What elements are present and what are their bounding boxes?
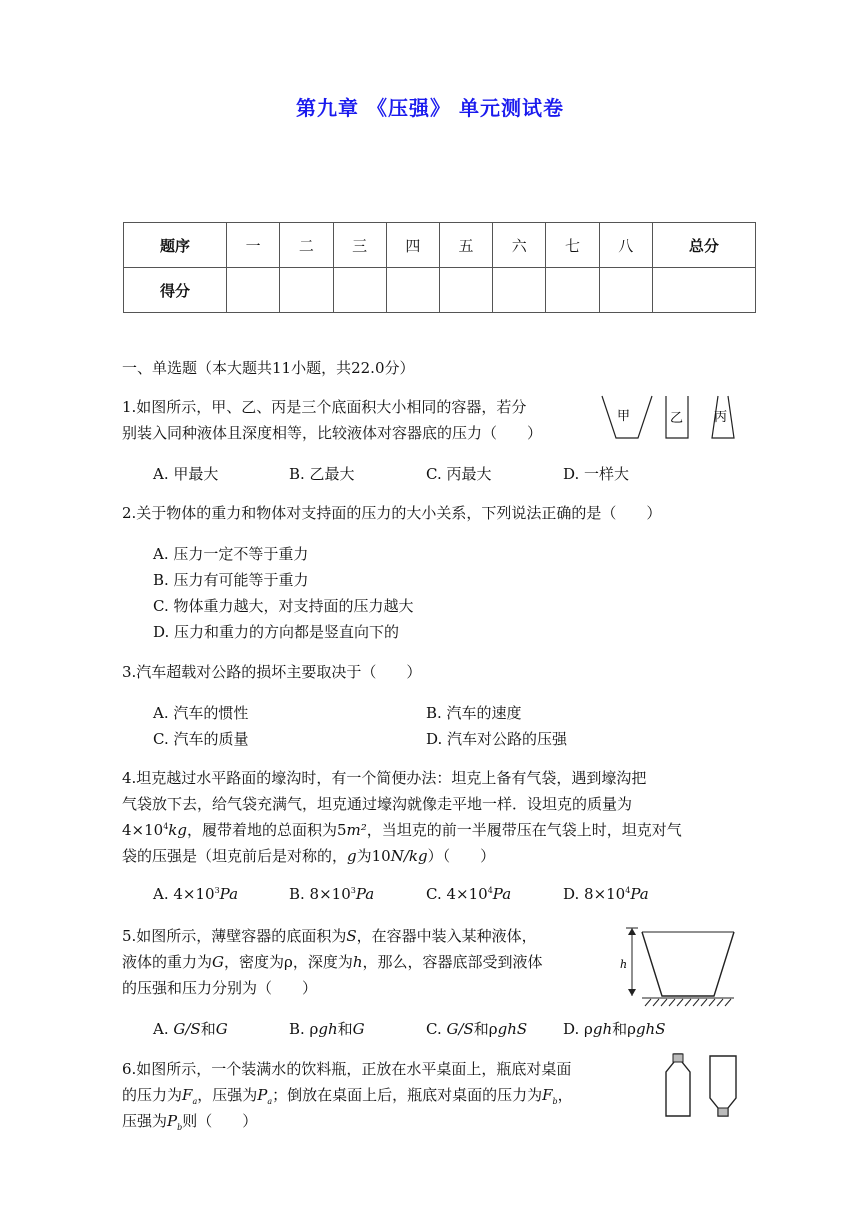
q5-option-a[interactable]: A. G/S和G bbox=[153, 1020, 228, 1038]
inverted-bottle bbox=[710, 1056, 736, 1116]
header-cell: 五 bbox=[439, 223, 492, 268]
score-cell[interactable] bbox=[652, 268, 755, 313]
score-cell[interactable] bbox=[333, 268, 386, 313]
q1-label-jia: 甲 bbox=[617, 409, 631, 424]
score-cell[interactable] bbox=[493, 268, 546, 313]
score-cell[interactable] bbox=[599, 268, 652, 313]
q5-option-b[interactable]: B. ρgh和G bbox=[289, 1020, 365, 1038]
q3-option-b[interactable]: B. 汽车的速度 bbox=[426, 704, 522, 722]
q4-option-d[interactable]: D. $8\times 10^4Pa$ bbox=[563, 885, 649, 903]
score-table-score-row bbox=[124, 268, 756, 313]
header-cell: 一 bbox=[227, 223, 280, 268]
header-cell: 四 bbox=[386, 223, 439, 268]
score-cell[interactable] bbox=[439, 268, 492, 313]
q2-option-a[interactable]: A. 压力一定不等于重力 bbox=[153, 545, 309, 563]
q3-option-a[interactable]: A. 汽车的惯性 bbox=[153, 704, 249, 722]
q1-stem-line2: 别装入同种液体且深度相等，比较液体对容器底的压力（ ） bbox=[122, 424, 543, 442]
q3-option-d[interactable]: D. 汽车对公路的压强 bbox=[426, 730, 568, 748]
score-cell[interactable] bbox=[386, 268, 439, 313]
score-table bbox=[123, 222, 756, 313]
q6-stem-line2: 的压力为$F_a$，压强为$P_a$；倒放在桌面上后，瓶底对桌面的压力为$F_b$， bbox=[122, 1086, 573, 1106]
header-cell: 八 bbox=[599, 223, 652, 268]
page-title: 第九章 《压强》 单元测试卷 bbox=[296, 96, 564, 120]
q5-stem-line2: 液体的重力为G，密度为ρ，深度为h，那么，容器底部受到液体 bbox=[122, 953, 543, 971]
q2-option-b[interactable]: B. 压力有可能等于重力 bbox=[153, 571, 309, 589]
q1-option-a[interactable]: A. 甲最大 bbox=[153, 465, 219, 483]
q6-stem-line3: 压强为$P_b$则（ ） bbox=[122, 1112, 258, 1132]
q1-option-c[interactable]: C. 丙最大 bbox=[426, 465, 492, 483]
q6-bottles-figure bbox=[664, 1050, 744, 1122]
upright-bottle bbox=[666, 1054, 690, 1116]
q4-option-b[interactable]: B. $8\times 10^3Pa$ bbox=[289, 885, 375, 903]
q4-stem-line4: 袋的压强是（坦克前后是对称的，g为10N/kg）（ ） bbox=[122, 847, 496, 865]
q4-option-c[interactable]: C. $4\times 10^4Pa$ bbox=[426, 885, 512, 903]
score-cell[interactable] bbox=[280, 268, 333, 313]
section-heading: 一、单选题（本大题共11小题，共22.0分） bbox=[122, 359, 415, 377]
q5-container-figure bbox=[612, 920, 742, 1012]
q5-depth-label: h bbox=[620, 958, 628, 971]
q1-label-yi: 乙 bbox=[670, 411, 684, 426]
q5-option-d[interactable]: D. ρgh和ρghS bbox=[563, 1020, 666, 1038]
q4-stem-line2: 气袋放下去，给气袋充满气，坦克通过壕沟就像走平地一样．设坦克的质量为 bbox=[122, 795, 633, 813]
q1-containers-figure bbox=[600, 392, 745, 444]
q5-stem-line1: 5.如图所示，薄壁容器的底面积为S，在容器中装入某种液体， bbox=[122, 927, 537, 945]
q1-stem-line1: 1.如图所示，甲、乙、丙是三个底面积大小相同的容器，若分 bbox=[122, 398, 527, 416]
score-row-label: 得分 bbox=[124, 268, 227, 313]
q4-option-a[interactable]: A. $4\times 10^3Pa$ bbox=[153, 885, 239, 903]
q1-option-d[interactable]: D. 一样大 bbox=[563, 465, 630, 483]
score-cell[interactable] bbox=[227, 268, 280, 313]
q1-option-b[interactable]: B. 乙最大 bbox=[289, 465, 355, 483]
score-table-header-row bbox=[124, 223, 756, 268]
q2-option-d[interactable]: D. 压力和重力的方向都是竖直向下的 bbox=[153, 623, 400, 641]
header-cell: 题序 bbox=[124, 223, 227, 268]
q2-option-c[interactable]: C. 物体重力越大，对支持面的压力越大 bbox=[153, 597, 414, 615]
header-cell: 二 bbox=[280, 223, 333, 268]
header-cell: 总分 bbox=[652, 223, 755, 268]
header-cell: 三 bbox=[333, 223, 386, 268]
q5-option-c[interactable]: C. G/S和ρghS bbox=[426, 1020, 528, 1038]
q1-label-bing: 丙 bbox=[714, 410, 728, 425]
score-cell[interactable] bbox=[546, 268, 599, 313]
q3-stem: 3.汽车超载对公路的损坏主要取决于（ ） bbox=[122, 663, 422, 681]
header-cell: 六 bbox=[493, 223, 546, 268]
q2-stem: 2.关于物体的重力和物体对支持面的压力的大小关系，下列说法正确的是（ ） bbox=[122, 504, 662, 522]
q6-stem-line1: 6.如图所示，一个装满水的饮料瓶，正放在水平桌面上，瓶底对桌面 bbox=[122, 1060, 572, 1078]
q3-option-c[interactable]: C. 汽车的质量 bbox=[153, 730, 249, 748]
q5-stem-line3: 的压强和压力分别为（ ） bbox=[122, 979, 318, 997]
q4-stem-line1: 4.坦克越过水平路面的壕沟时，有一个简便办法：坦克上备有气袋，遇到壕沟把 bbox=[122, 769, 647, 787]
header-cell: 七 bbox=[546, 223, 599, 268]
q4-stem-line3: $4\times 10^4kg$，履带着地的总面积为5m²，当坦克的前一半履带压在气袋上时，坦克对气 bbox=[122, 821, 682, 839]
